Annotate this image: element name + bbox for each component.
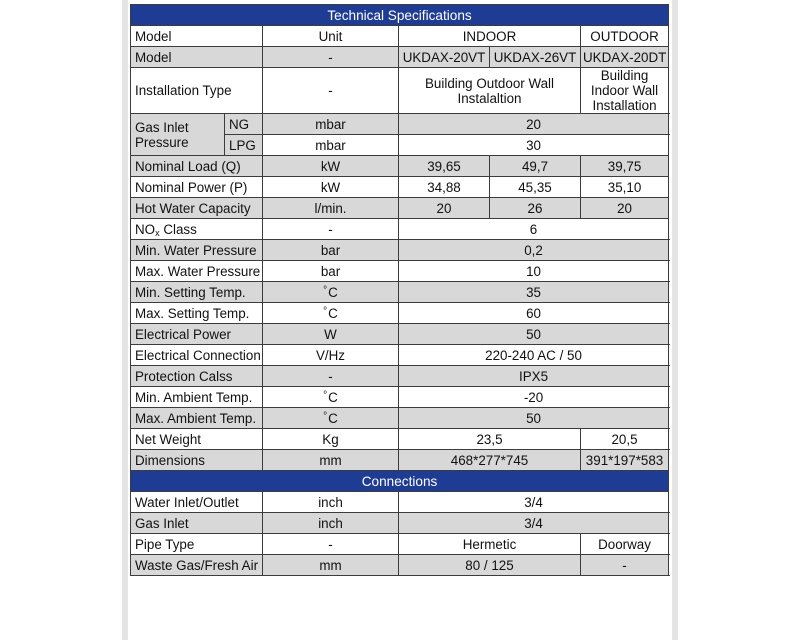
value-cell: 39,65 (399, 156, 490, 177)
nox-label-tail: Class (159, 221, 197, 237)
outdoor-value: 20,5 (581, 429, 669, 450)
row-value: 50 (399, 408, 669, 429)
degree-symbol: ° (323, 389, 328, 401)
row-value: 10 (399, 261, 669, 282)
unit-text: C (328, 284, 338, 300)
indoor-value: Hermetic (399, 534, 581, 555)
row-label: Min. Ambient Temp. (131, 387, 263, 408)
row-unit: - (263, 68, 399, 114)
row-label: Electrical Power (131, 324, 263, 345)
value-cell: 20 (581, 198, 669, 219)
row-unit (263, 303, 399, 324)
max-setting-temp-row (131, 303, 669, 324)
row-label: Min. Water Pressure (131, 240, 263, 261)
nox-class-row (131, 219, 669, 240)
degree-symbol: ° (323, 410, 328, 422)
row-label: Hot Water Capacity (131, 198, 263, 219)
installation-outdoor-cell: Building Indoor Wall Installation (581, 68, 669, 114)
electrical-connection-row (131, 345, 669, 366)
outdoor-value: Doorway (581, 534, 669, 555)
row-value: 6 (399, 219, 669, 240)
water-inlet-outlet-row (131, 492, 669, 513)
row-label: Net Weight (131, 429, 263, 450)
row-label: Model (131, 47, 263, 68)
row-label: Protection Calss (131, 366, 263, 387)
header-outdoor-cell: OUTDOOR (581, 26, 669, 47)
row-value: 50 (399, 324, 669, 345)
row-label: Water Inlet/Outlet (131, 492, 263, 513)
connections-title-row (131, 471, 669, 492)
spec-title-row (131, 5, 669, 26)
gas-ng-row (131, 114, 669, 135)
row-label: Installation Type (131, 68, 263, 114)
row-value: 3/4 (399, 513, 669, 534)
header-param-cell: Model (131, 26, 263, 47)
indoor-value: 80 / 125 (399, 555, 581, 576)
net-weight-row (131, 429, 669, 450)
indoor-value: 468*277*745 (399, 450, 581, 471)
max-ambient-temp-row (131, 408, 669, 429)
column-header-row (131, 26, 669, 47)
row-label: Max. Ambient Temp. (131, 408, 263, 429)
row-label: Max. Water Pressure (131, 261, 263, 282)
min-ambient-temp-row (131, 387, 669, 408)
row-unit: Kg (263, 429, 399, 450)
row-value: 30 (399, 135, 669, 156)
row-unit: kW (263, 156, 399, 177)
row-unit: inch (263, 492, 399, 513)
connections-title: Connections (131, 471, 669, 492)
model-cell: UKDAX-20DT (581, 47, 669, 68)
row-value: 0,2 (399, 240, 669, 261)
row-unit: - (263, 366, 399, 387)
unit-text: C (328, 305, 338, 321)
row-label: Gas Inlet (131, 513, 263, 534)
outdoor-value: 391*197*583 (581, 450, 669, 471)
model-cell: UKDAX-20VT (399, 47, 490, 68)
row-value: 3/4 (399, 492, 669, 513)
nox-label-sub: x (155, 227, 160, 238)
row-label: Pipe Type (131, 534, 263, 555)
row-label: Min. Setting Temp. (131, 282, 263, 303)
row-value: -20 (399, 387, 669, 408)
outdoor-value: - (581, 555, 669, 576)
row-unit: mbar (263, 135, 399, 156)
header-indoor-cell: INDOOR (399, 26, 581, 47)
row-unit: - (263, 47, 399, 68)
nominal-load-row (131, 156, 669, 177)
row-unit: - (263, 219, 399, 240)
row-label: Electrical Connection (131, 345, 263, 366)
min-water-pressure-row (131, 240, 669, 261)
page-side-band-right (672, 0, 678, 640)
row-unit: bar (263, 240, 399, 261)
electrical-power-row (131, 324, 669, 345)
gas-inlet-row (131, 513, 669, 534)
gas-type-cell: NG (225, 114, 263, 135)
indoor-value: 23,5 (399, 429, 581, 450)
value-cell: 45,35 (490, 177, 581, 198)
row-unit: inch (263, 513, 399, 534)
value-cell: 34,88 (399, 177, 490, 198)
row-label: Waste Gas/Fresh Air (131, 555, 263, 576)
installation-indoor-cell: Building Outdoor Wall Instalaltion (399, 68, 581, 114)
row-unit: l/min. (263, 198, 399, 219)
value-cell: 35,10 (581, 177, 669, 198)
min-setting-temp-row (131, 282, 669, 303)
value-cell: 20 (399, 198, 490, 219)
model-cell: UKDAX-26VT (490, 47, 581, 68)
row-unit (263, 408, 399, 429)
value-cell: 49,7 (490, 156, 581, 177)
dimensions-row (131, 450, 669, 471)
row-unit: V/Hz (263, 345, 399, 366)
row-unit (263, 387, 399, 408)
row-label (131, 219, 263, 240)
row-value: 220-240 AC / 50 (399, 345, 669, 366)
protection-class-row (131, 366, 669, 387)
unit-text: C (328, 410, 338, 426)
row-unit: bar (263, 261, 399, 282)
row-label: Nominal Power (P) (131, 177, 263, 198)
value-cell: 39,75 (581, 156, 669, 177)
row-value: 60 (399, 303, 669, 324)
row-unit: W (263, 324, 399, 345)
pipe-type-row (131, 534, 669, 555)
row-label: Dimensions (131, 450, 263, 471)
gas-inlet-pressure-label: Gas Inlet Pressure (131, 114, 225, 156)
model-row (131, 47, 669, 68)
nox-label-main: NO (135, 221, 156, 237)
gas-type-cell: LPG (225, 135, 263, 156)
row-unit (263, 282, 399, 303)
row-unit: mbar (263, 114, 399, 135)
row-unit: - (263, 534, 399, 555)
page-side-band-left (122, 0, 128, 640)
degree-symbol: ° (323, 284, 328, 296)
row-value: IPX5 (399, 366, 669, 387)
row-label: Nominal Load (Q) (131, 156, 263, 177)
max-water-pressure-row (131, 261, 669, 282)
row-value: 35 (399, 282, 669, 303)
installation-row (131, 68, 669, 114)
row-unit: mm (263, 555, 399, 576)
hot-water-capacity-row (131, 198, 669, 219)
spec-title: Technical Specifications (131, 5, 669, 26)
nominal-power-row (131, 177, 669, 198)
degree-symbol: ° (323, 305, 328, 317)
row-label: Max. Setting Temp. (131, 303, 263, 324)
row-value: 20 (399, 114, 669, 135)
unit-text: C (328, 389, 338, 405)
value-cell: 26 (490, 198, 581, 219)
row-unit: mm (263, 450, 399, 471)
waste-gas-row (131, 555, 669, 576)
spec-table (130, 4, 669, 576)
row-unit: kW (263, 177, 399, 198)
header-unit-cell: Unit (263, 26, 399, 47)
